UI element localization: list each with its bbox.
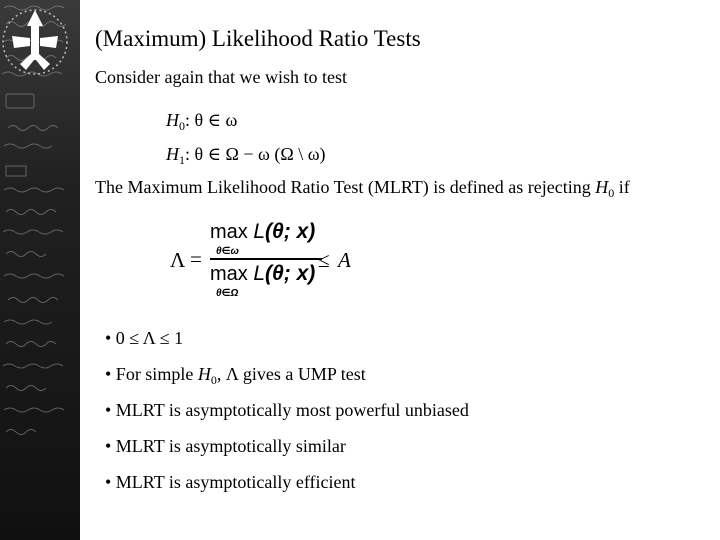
definition-after: if	[614, 177, 630, 197]
definition-symbol: H	[595, 177, 609, 197]
numerator-args: (θ; x)	[265, 220, 316, 243]
intro-text: Consider again that we wish to test	[95, 67, 347, 87]
formula-numerator	[210, 220, 315, 244]
denominator-subscript: θ∈Ω	[216, 288, 239, 299]
definition-subscript: 0	[608, 186, 615, 200]
bullet-item: • MLRT is asymptotically most powerful unbiased	[105, 400, 469, 420]
hypothesis-symbol: H	[166, 110, 179, 130]
null-hypothesis	[166, 110, 237, 131]
numerator-L: L	[253, 220, 266, 243]
denominator-args: (θ; x)	[265, 262, 316, 285]
formula-leq: ≤	[318, 248, 330, 272]
bullet-item: • MLRT is asymptotically similar	[105, 436, 346, 456]
bullet-item	[105, 364, 366, 385]
denominator-L: L	[253, 262, 266, 285]
formula-equals: =	[190, 247, 202, 271]
hypothesis-condition: : θ ∈ ω	[185, 110, 238, 130]
decorative-sidebar	[0, 0, 80, 540]
hypothesis-condition: : θ ∈ Ω − ω (Ω \ ω)	[185, 144, 326, 164]
bullet-post: , Λ gives a UMP test	[216, 364, 366, 384]
bullet-symbol: H	[197, 364, 211, 384]
numerator-subscript: θ∈ω	[216, 246, 239, 257]
definition-before: The Maximum Likelihood Ratio Test (MLRT) is defined as rejecting	[95, 177, 596, 197]
hypothesis-subscript: 0	[179, 119, 185, 133]
bullet-item: • 0 ≤ Λ ≤ 1	[105, 328, 184, 348]
denominator-max: max	[210, 263, 248, 285]
formula-threshold: A	[338, 248, 351, 272]
bullet-pre: • For simple	[105, 364, 198, 384]
hypothesis-symbol: H	[166, 144, 179, 164]
alternative-hypothesis	[166, 144, 326, 165]
university-logo-icon	[0, 0, 70, 86]
bullet-subscript: 0	[210, 373, 217, 387]
formula-lambda: Λ	[170, 248, 186, 272]
formula-denominator	[210, 262, 315, 286]
bullet-item: • MLRT is asymptotically efficient	[105, 472, 356, 492]
likelihood-ratio-formula	[170, 218, 370, 308]
fraction-bar	[210, 258, 322, 260]
slide-title: (Maximum) Likelihood Ratio Tests	[95, 26, 421, 51]
numerator-max: max	[210, 221, 248, 243]
hypothesis-subscript: 1	[179, 153, 185, 167]
definition-text	[95, 177, 630, 198]
